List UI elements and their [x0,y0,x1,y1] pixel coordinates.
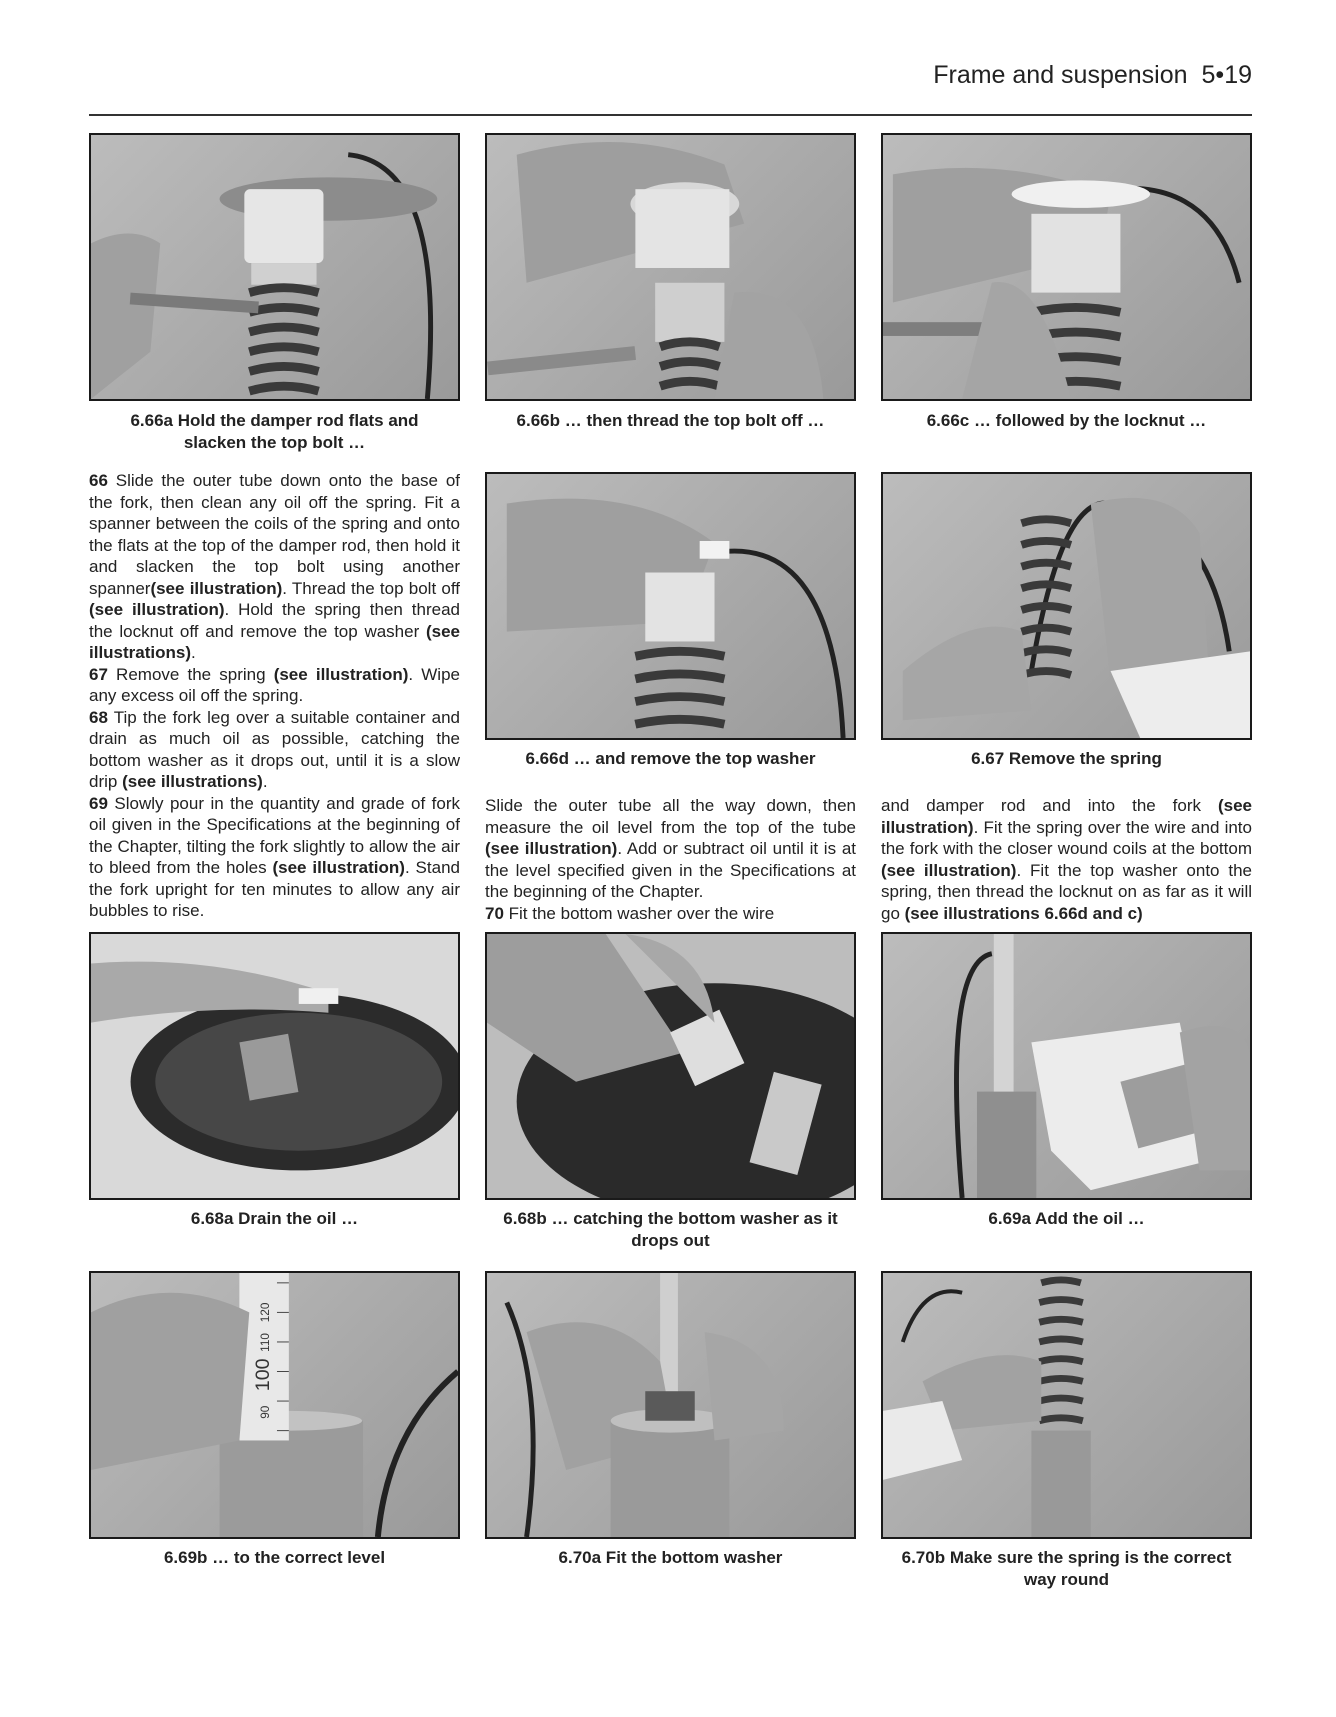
caption-6-66a [89,410,460,454]
text-run: . Fit the spring over the wire and into the fork with the closer wound coils at the bottom [881,817,1252,858]
caption-line: 6.70b Make sure the spring is the correct [901,1548,1232,1567]
ruler-mark-120: 120 [258,1302,273,1323]
caption-6-70a [485,1547,856,1569]
caption-line: 6.68a Drain the oil … [190,1209,359,1228]
caption-6-69a [881,1208,1252,1230]
photo-6-69b [89,1271,460,1539]
ruler-mark-110: 110 [258,1332,273,1352]
illustration-ref: (see illustration) [485,839,618,858]
caption-line: 6.70a Fit the bottom washer [558,1548,783,1567]
caption-6-70b [881,1547,1252,1591]
text-run: . Add or subtract oil until it is at the level specified given in the Specifications at the beginning of the Chapter. [485,839,856,901]
illustration-ref: (see illustration) [273,664,409,684]
section-title: Frame and suspension [933,61,1188,89]
caption-6-67 [881,748,1252,770]
caption-6-66d [485,748,856,770]
illustration-ref: (see illustrations) [89,621,460,662]
caption-line: 6.66c … followed by the locknut … [926,411,1207,430]
paragraphs-66-69 [89,470,460,922]
header-title-line [933,58,1252,92]
illustration-ref: (see illustrations) [122,772,263,791]
page-number: 5•19 [1201,61,1252,89]
page-header [89,58,1252,116]
illustration-ref: (see illustration) [881,860,1017,880]
illustration-ref: (see illustration) [881,796,1252,837]
illustration-ref: (see illustration) [89,600,225,619]
paragraph-69-cont-70 [485,795,856,924]
caption-line: slacken the top bolt … [183,433,366,452]
photo-6-70a [485,1271,856,1539]
photo-6-66d [485,472,856,740]
text-run: . Wipe any excess oil off the spring. [89,664,460,705]
illustration-ref: (see illustration) [272,858,405,877]
photo-6-69a [881,932,1252,1200]
step-number-66: 66 [89,471,108,490]
caption-line: 6.68b … catching the bottom washer as it [503,1209,838,1228]
text-run: . [191,643,196,662]
ruler-mark-90: 90 [258,1405,273,1419]
photo-6-66a [89,133,460,401]
caption-6-68a [89,1208,460,1230]
text-run: Slide the outer tube all the way down, then measure the oil level from the top of the tube [485,796,856,837]
ruler-mark-100: 100 [252,1358,275,1392]
text-run: and damper rod and into the fork [881,796,1218,815]
caption-line: 6.66d … and remove the top washer [525,749,816,768]
text-run: Fit the bottom washer over the wire [503,903,775,923]
text-run: Slowly pour in the quantity and grade of fork oil given in the Specifications at the beginning of the Chapter, tilting the fork slightly to allow the air to bleed from the holes [89,793,460,877]
step-number-70: 70 [485,903,504,923]
step-number-68: 68 [89,707,108,727]
text-run: . Stand the fork upright for ten minutes to allow any air bubbles to rise. [89,858,460,920]
photo-6-70b [881,1271,1252,1539]
photo-6-66c [881,133,1252,401]
caption-6-66c [881,410,1252,432]
caption-line: drops out [631,1231,710,1250]
text-run: Slide the outer tube down onto the base of the fork, then clean any oil off the spring. Fit a spanner between the coils of the spring and onto the flats at the top of the damper rod, then hold it and slacken the top bolt using another spanner [89,471,460,598]
caption-6-69b [89,1547,460,1569]
caption-line: 6.69a Add the oil … [988,1209,1145,1228]
caption-line: 6.66b … then thread the top bolt off … [516,411,825,430]
text-run: . Fit the top washer onto the spring, then thread the locknut on as far as it will go [881,860,1253,923]
text-run: Remove the spring [107,664,274,684]
text-run: Tip the fork leg over a suitable container and drain as much oil as possible, catching the bottom washer as it drops out, until it is a slow drip [89,707,460,791]
text-run: . Thread the top bolt off [282,578,460,598]
paragraph-70-cont [881,795,1252,924]
photo-6-67 [881,472,1252,740]
illustration-ref: (see illustration) [150,578,283,598]
caption-6-68b [485,1208,856,1252]
photo-6-66b [485,133,856,401]
caption-line: way round [1023,1570,1109,1589]
caption-line: 6.69b … to the correct level [163,1548,386,1567]
photo-6-68a [89,932,460,1200]
caption-line: 6.66a Hold the damper rod flats and [130,411,419,430]
photo-6-68b [485,932,856,1200]
text-run: . Hold the spring then thread the locknut off and remove the top washer [89,600,460,641]
caption-line: 6.67 Remove the spring [971,749,1162,768]
text-run: . [262,772,268,791]
illustration-ref: (see illustrations 6.66d and c) [904,903,1143,923]
step-number-67: 67 [89,664,108,684]
step-number-69: 69 [89,793,108,813]
caption-6-66b [485,410,856,432]
